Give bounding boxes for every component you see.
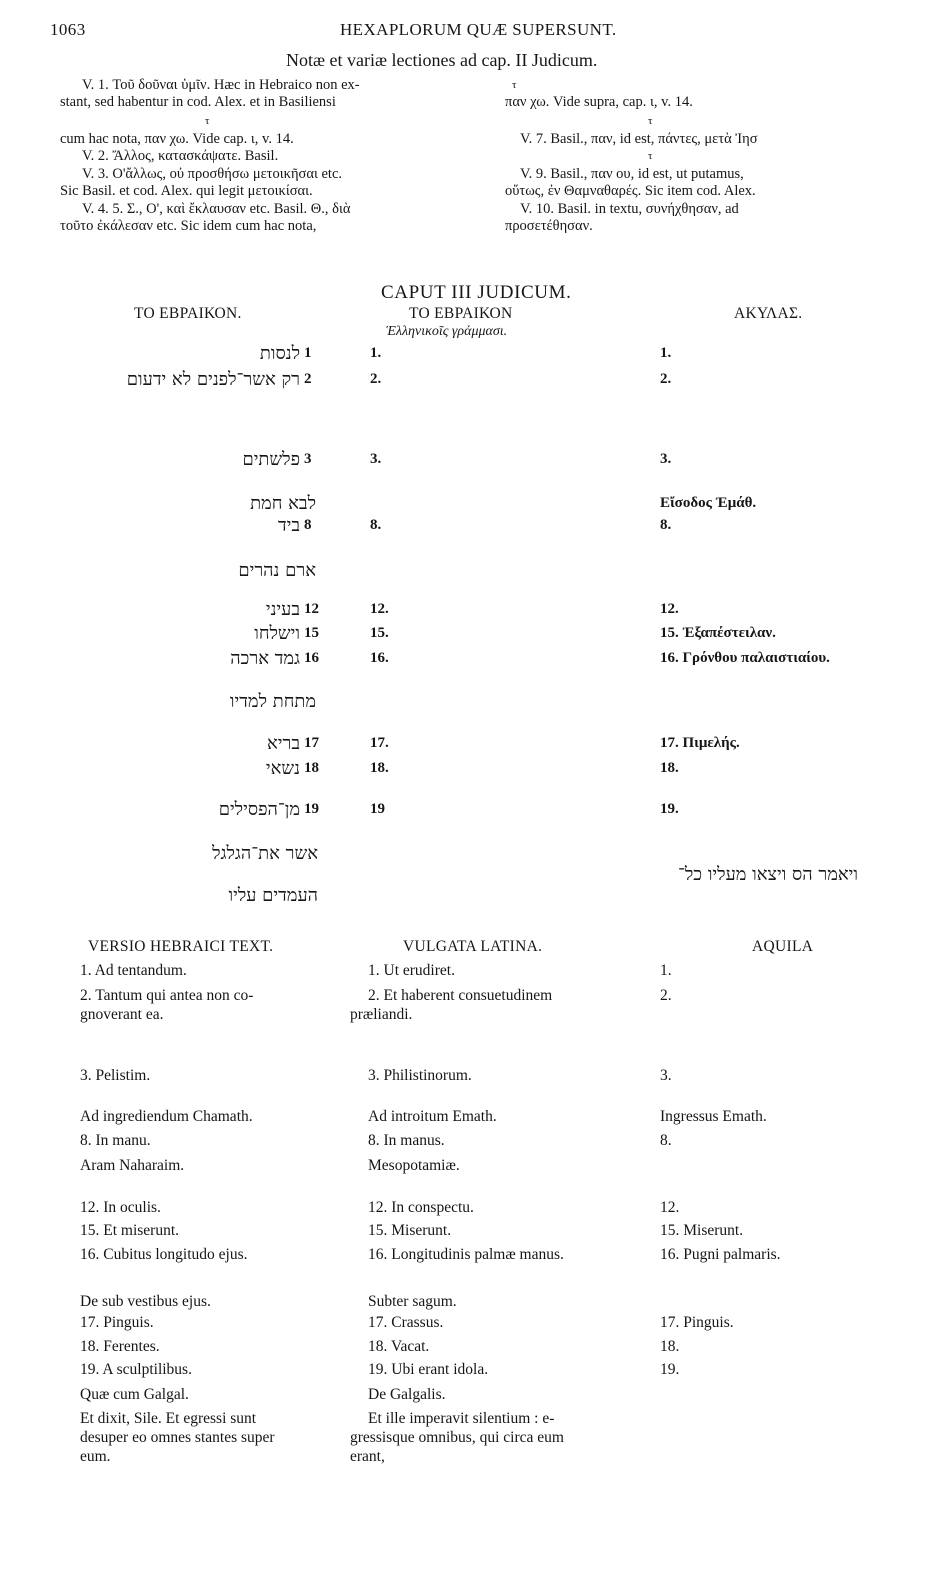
section-title: Notæ et variæ lectiones ad cap. II Judicum. <box>286 50 598 70</box>
vulgata-line: Mesopotamiæ. <box>368 1157 460 1174</box>
aquila-greek-entry: 3. <box>660 451 672 467</box>
versio-line: desuper eo omnes stantes super <box>80 1429 275 1446</box>
versio-line: De sub vestibus ejus. <box>80 1293 211 1310</box>
versio-line: Ad ingrediendum Chamath. <box>80 1108 253 1125</box>
translit-verse-number: 3. <box>370 451 382 467</box>
chapter-title: CAPUT III JUDICUM. <box>381 282 572 303</box>
aquila-greek-entry: 2. <box>660 371 672 387</box>
hebrew-verse-number: 17 <box>304 735 319 751</box>
note-line: V. 3. Ο'ἄλλως, οὐ προσθήσω μετοικῆσαι etc. <box>82 166 343 182</box>
hebrew-word: גמד ארכה <box>230 648 300 669</box>
vulgata-line: Ad introitum Emath. <box>368 1108 497 1125</box>
col-header-vulgata: VULGATA LATINA. <box>403 938 543 955</box>
hebrew-word: מתחת למדיו <box>229 691 316 712</box>
note-line: παν χω. Vide supra, cap. ι, v. 14. <box>505 94 693 110</box>
hebrew-verse-number: 16 <box>304 650 319 666</box>
note-marker: τ <box>648 150 653 162</box>
aquila-greek-entry: 19. <box>660 801 679 817</box>
aquila-greek-entry: 12. <box>660 601 679 617</box>
hebrew-word: רק אשר־לפנים לא ידעום <box>126 369 300 390</box>
aquila-greek-entry: 15. Ἐξαπέστειλαν. <box>660 625 776 641</box>
hebrew-word: ארם נהרים <box>238 560 316 581</box>
note-line: stant, sed habentur in cod. Alex. et in Basiliensi <box>60 94 336 110</box>
hebrew-verse-number: 3 <box>304 451 312 467</box>
vulgata-line: Et ille imperavit silentium : e- <box>368 1410 555 1427</box>
vulgata-line: 15. Miserunt. <box>368 1222 452 1239</box>
hebrew-tail-line: אשר את־הגלגל <box>212 843 318 864</box>
col-header-transliterated-sub: Ἑλληνικοῖς γράμμασι. <box>386 324 508 339</box>
col-header-aquila: AQUILA <box>752 938 814 955</box>
aquila-latin-entry: 18. <box>660 1338 680 1355</box>
versio-line: 16. Cubitus longitudo ejus. <box>80 1246 248 1263</box>
translit-verse-number: 2. <box>370 371 382 387</box>
aquila-greek-entry: 1. <box>660 345 672 361</box>
hebrew-word: מן־הפסילים <box>218 799 300 820</box>
running-title: HEXAPLORUM QUÆ SUPERSUNT. <box>340 20 617 39</box>
aquila-latin-entry: 2. <box>660 987 672 1004</box>
note-line: V. 2. Ἄλλος, κατασκάψατε. Basil. <box>82 148 279 164</box>
aquila-latin-entry: 1. <box>660 962 672 979</box>
note-line: V. 9. Basil., παν ου, id est, ut putamus, <box>520 166 744 182</box>
hebrew-verse-number: 15 <box>304 625 319 641</box>
aquila-latin-entry: 8. <box>660 1132 672 1149</box>
translit-verse-number: 19 <box>370 801 385 817</box>
col-header-aquila-greek: ΑΚΥΛΑΣ. <box>734 305 803 322</box>
translit-verse-number: 18. <box>370 760 389 776</box>
aquila-greek-entry: 17. Πιμελής. <box>660 735 740 751</box>
versio-line: 1. Ad tentandum. <box>80 962 187 979</box>
versio-line: 8. In manu. <box>80 1132 151 1149</box>
translit-verse-number: 8. <box>370 517 382 533</box>
note-line: cum hac nota, παν χω. Vide cap. ι, v. 14. <box>60 131 294 147</box>
versio-line: Et dixit, Sile. Et egressi sunt <box>80 1410 257 1427</box>
versio-line: 3. Pelistim. <box>80 1067 151 1084</box>
hebrew-verse-number: 18 <box>304 760 319 776</box>
aquila-latin-entry: 3. <box>660 1067 672 1084</box>
versio-line: 2. Tantum qui antea non co- <box>80 987 254 1004</box>
vulgata-line: 3. Philistinorum. <box>368 1067 472 1084</box>
note-marker: τ <box>205 115 210 127</box>
hebrew-verse-number: 2 <box>304 371 312 387</box>
vulgata-line: 12. In conspectu. <box>368 1199 474 1216</box>
vulgata-line: 18. Vacat. <box>368 1338 430 1355</box>
note-line: V. 4. 5. Σ., Ο', καὶ ἔκλαυσαν etc. Basil. Θ., διὰ <box>82 201 351 217</box>
page-number: 1063 <box>50 20 86 39</box>
hebrew-word: בעיני <box>265 599 300 620</box>
note-line: V. 7. Basil., παν, id est, πάντες, μετὰ Ἰησ <box>520 131 758 147</box>
translit-verse-number: 12. <box>370 601 389 617</box>
hebrew-word: פלשתים <box>242 449 300 470</box>
note-line: οὕτως, ἐν Θαμναθαρές. Sic item cod. Alex. <box>505 183 756 199</box>
hebrew-verse-number: 12 <box>304 601 319 617</box>
aquila-latin-entry: 17. Pinguis. <box>660 1314 734 1331</box>
translit-verse-number: 17. <box>370 735 389 751</box>
versio-line: 18. Ferentes. <box>80 1338 160 1355</box>
vulgata-line: 19. Ubi erant idola. <box>368 1361 489 1378</box>
translit-verse-number: 15. <box>370 625 389 641</box>
aquila-latin-entry: 16. Pugni palmaris. <box>660 1246 781 1263</box>
vulgata-line: 16. Longitudinis palmæ manus. <box>368 1246 564 1263</box>
hebrew-word: ביד <box>277 515 300 536</box>
versio-line: gnoverant ea. <box>80 1006 164 1023</box>
translit-verse-number: 1. <box>370 345 382 361</box>
versio-line: 15. Et miserunt. <box>80 1222 180 1239</box>
hebrew-tail-line: העמדים עליו <box>228 885 318 906</box>
aquila-latin-entry: 12. <box>660 1199 680 1216</box>
vulgata-line: erant, <box>350 1448 385 1465</box>
aquila-latin-entry: 19. <box>660 1361 680 1378</box>
vulgata-line: 8. In manus. <box>368 1132 445 1149</box>
col-header-transliterated: ΤΟ ΕΒΡΑΙΚΟΝ <box>409 305 513 322</box>
aquila-greek-entry: 16. Γρόνθου παλαιστιαίου. <box>660 650 830 666</box>
hebrew-word: לנסות <box>259 343 300 364</box>
col-header-versio: VERSIO HEBRAICI TEXT. <box>88 938 274 955</box>
aquila-latin-entry: Ingressus Emath. <box>660 1108 767 1125</box>
hebrew-verse-number: 8 <box>304 517 312 533</box>
hebrew-verse-number: 19 <box>304 801 319 817</box>
aquila-greek-entry: Εἴσοδος Ἐμάθ. <box>660 495 757 511</box>
note-line: V. 1. Τοῦ δοῦναι ὑμῖν. Hæc in Hebraico non ex- <box>82 77 360 93</box>
note-line: V. 10. Basil. in textu, συνήχθησαν, ad <box>520 201 739 217</box>
note-marker: τ <box>648 115 653 127</box>
translit-verse-number: 16. <box>370 650 389 666</box>
aquila-latin-entry: 15. Miserunt. <box>660 1222 744 1239</box>
note-marker: τ <box>512 79 517 91</box>
hebrew-word: בריא <box>266 733 300 754</box>
vulgata-line: 17. Crassus. <box>368 1314 444 1331</box>
note-line: Sic Basil. et cod. Alex. qui legit μετοικίσαι. <box>60 183 313 199</box>
vulgata-line: 1. Ut erudiret. <box>368 962 455 979</box>
hebrew-word: לבא חמת <box>250 493 316 514</box>
versio-line: Aram Naharaim. <box>80 1157 185 1174</box>
versio-line: eum. <box>80 1448 111 1465</box>
vulgata-line: De Galgalis. <box>368 1386 446 1403</box>
versio-line: Quæ cum Galgal. <box>80 1386 189 1403</box>
hebrew-verse-number: 1 <box>304 345 312 361</box>
versio-line: 19. A sculptilibus. <box>80 1361 192 1378</box>
note-line: τοῦτο ἐκάλεσαν etc. Sic idem cum hac nota, <box>60 218 317 234</box>
vulgata-line: Subter sagum. <box>368 1293 457 1310</box>
vulgata-line: præliandi. <box>350 1006 413 1023</box>
hebrew-word: וישלחו <box>254 623 300 644</box>
aquila-greek-entry: 8. <box>660 517 672 533</box>
vulgata-line: 2. Et haberent consuetudinem <box>368 987 553 1004</box>
hebrew-word: נשאי <box>265 758 300 779</box>
vulgata-line: gressisque omnibus, qui circa eum <box>350 1429 564 1446</box>
col-header-hebrew: ΤΟ ΕΒΡΑΙΚΟΝ. <box>134 305 242 322</box>
hebrew-tail-line: ויאמר הס ויצאו מעליו כל־ <box>678 864 858 885</box>
versio-line: 12. In oculis. <box>80 1199 161 1216</box>
note-line: προσετέθησαν. <box>505 218 593 234</box>
aquila-greek-entry: 18. <box>660 760 679 776</box>
versio-line: 17. Pinguis. <box>80 1314 154 1331</box>
